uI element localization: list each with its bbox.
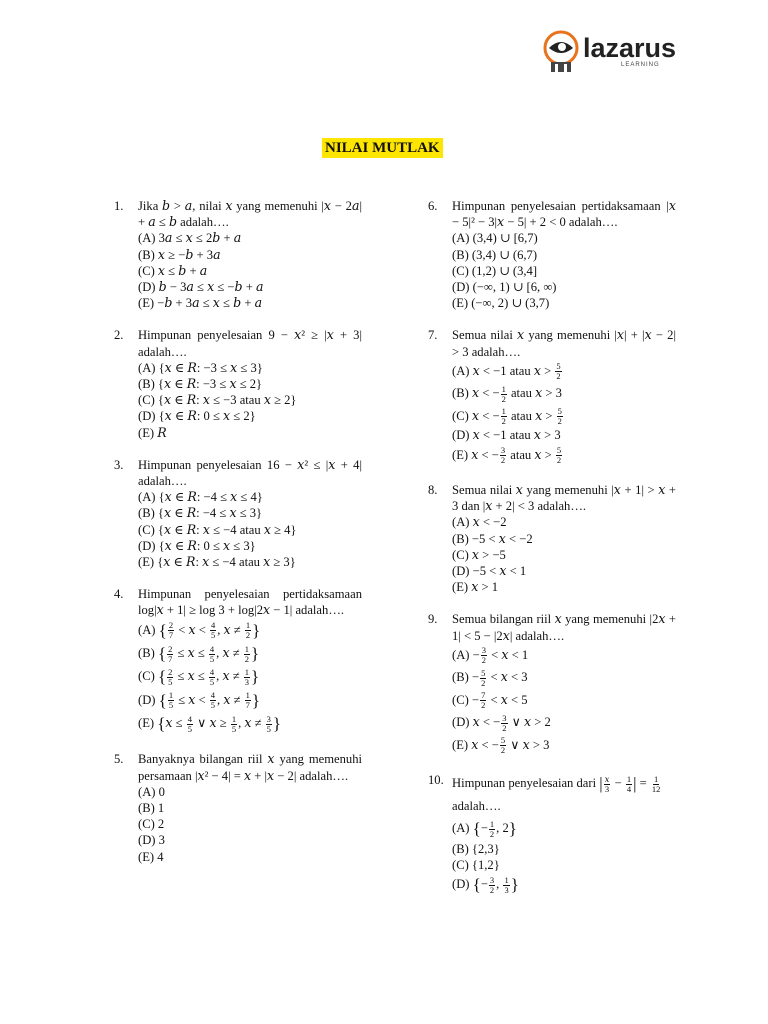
question-stem [452, 772, 676, 817]
expr-part: − [471, 692, 480, 707]
expr-part: , 2 [496, 821, 509, 836]
option-d: (D) (−∞, 1) ∪ [6, ∞) [452, 280, 557, 295]
numerator: 4 [210, 620, 216, 631]
fraction [244, 645, 250, 664]
brace-open: { [157, 713, 166, 733]
brace-open: { [157, 643, 167, 663]
numerator: 1 [168, 690, 174, 701]
expr-part: , 𝑥 ≠ [216, 669, 243, 684]
expr-part: , 𝑥 ≠ [217, 622, 244, 637]
numerator: 4 [209, 667, 215, 677]
denominator: 7 [245, 700, 250, 711]
question-number: 3. [114, 457, 124, 472]
numerator: 1 [245, 620, 251, 631]
numerator: 7 [481, 690, 486, 701]
expr-part: , [496, 877, 503, 892]
option-d [452, 711, 676, 734]
numerator: 1 [654, 773, 659, 784]
question-8 [428, 482, 676, 595]
denominator: 2 [481, 655, 486, 666]
denominator: 2 [245, 630, 251, 641]
expr-part: 𝑥 < − [471, 386, 500, 401]
denominator: 12 [651, 783, 661, 794]
fraction [481, 646, 487, 665]
option-label: (A) [138, 622, 156, 637]
option-b [452, 382, 676, 405]
option-b: (B) 1 [138, 801, 165, 816]
brace-open: { [158, 690, 167, 710]
numerator: 5 [556, 445, 562, 456]
denominator: 2 [556, 371, 561, 382]
denominator: 5 [210, 700, 216, 711]
expr-part: ∨ 𝑥 ≥ [193, 716, 230, 731]
fraction [168, 691, 174, 710]
denominator: 2 [500, 455, 506, 466]
denominator: 2 [501, 393, 506, 404]
expr-part: 𝑥 < −1 atau 𝑥 > 3 [472, 428, 561, 443]
fraction [245, 691, 251, 710]
numerator: 2 [168, 667, 173, 677]
question-3 [114, 457, 362, 570]
question-5 [114, 751, 362, 864]
denominator: 7 [168, 653, 173, 664]
expr-part: atau 𝑥 > [507, 408, 556, 423]
expr-part: atau 𝑥 > [507, 447, 555, 462]
denominator: 5 [209, 677, 215, 687]
fraction [555, 362, 561, 381]
fraction [244, 668, 250, 687]
option-d: (D) {𝑥 ∈ 𝑅: 0 ≤ 𝑥 ≤ 2} [138, 409, 256, 424]
denominator: 3 [244, 677, 250, 687]
denominator: 2 [501, 416, 506, 427]
option-d [138, 689, 362, 712]
option-b: (B) {𝑥 ∈ 𝑅: −4 ≤ 𝑥 ≤ 3} [138, 506, 263, 521]
option-label: (E) [452, 737, 469, 752]
brand-name: lazarus [583, 33, 677, 63]
q9-options [452, 644, 676, 757]
numerator: 1 [501, 383, 506, 394]
fraction [480, 691, 486, 710]
brace-close: } [252, 620, 261, 640]
numerator: 5 [557, 406, 562, 417]
brand-logo [541, 30, 681, 78]
option-c [452, 405, 676, 428]
numerator: 5 [556, 361, 561, 372]
denominator: 3 [604, 783, 610, 794]
brand-sub: LEARNING [621, 62, 660, 68]
expr-part: 𝑥 < − [472, 715, 501, 730]
option-d: (D) −5 < 𝑥 < 1 [452, 564, 527, 579]
option-a [452, 644, 676, 667]
expr-part: 𝑥 < − [471, 737, 499, 752]
expr-part: ≤ 𝑥 ≤ [174, 669, 208, 684]
denominator: 5 [210, 630, 216, 641]
numerator: 3 [481, 645, 486, 656]
expr-part: ≤ 𝑥 < [175, 692, 209, 707]
question-stem: Himpunan penyelesaian 16 − 𝑥² ≤ |𝑥 + 4| adalah…. [138, 457, 362, 489]
question-6 [428, 198, 676, 311]
expr-part: ∨ 𝑥 > 3 [507, 737, 550, 752]
option-label: (D) [452, 715, 470, 730]
option-a: (A) 𝑥 < −2 [452, 515, 507, 530]
expr-part: , 𝑥 ≠ [238, 716, 265, 731]
expr-part: 𝑥 < − [471, 447, 499, 462]
question-stem: Semua nilai 𝑥 yang memenuhi |𝑥| + |𝑥 − 2| > 3 adalah…. [452, 328, 676, 359]
expr-part: − [472, 647, 480, 662]
brace-close: } [251, 667, 260, 687]
option-a: (A) {𝑥 ∈ 𝑅: −3 ≤ 𝑥 ≤ 3} [138, 360, 263, 375]
question-stem: Himpunan penyelesaian pertidaksamaan |𝑥 − 5|² − 3|𝑥 − 5| + 2 < 0 adalah…. [452, 199, 676, 230]
question-9 [428, 611, 676, 756]
expr-part: − [471, 670, 480, 685]
option-e [452, 444, 676, 467]
numerator: 1 [244, 667, 250, 677]
option-label: (E) [452, 447, 469, 462]
option-label: (B) [452, 670, 469, 685]
numerator: 5 [500, 735, 506, 746]
denominator: 2 [481, 700, 486, 711]
denominator: 2 [481, 677, 486, 688]
denominator: 4 [626, 783, 632, 794]
option-b: (B) −5 < 𝑥 < −2 [452, 531, 533, 546]
numerator: 5 [481, 667, 486, 678]
question-number: 2. [114, 328, 124, 343]
denominator: 2 [489, 829, 495, 840]
option-d: (D) 𝑏 − 3𝑎 ≤ 𝑥 ≤ −𝑏 + 𝑎 [138, 280, 264, 295]
stem-text: Himpunan penyelesaian dari [452, 776, 597, 791]
numerator: 3 [489, 874, 495, 885]
fraction [209, 645, 215, 664]
option-a [138, 619, 362, 642]
fraction [500, 736, 506, 755]
option-b: (B) {𝑥 ∈ 𝑅: −3 ≤ 𝑥 ≤ 2} [138, 377, 263, 392]
numerator: 1 [245, 690, 250, 701]
denominator: 3 [504, 884, 509, 895]
numerator: 3 [500, 445, 506, 456]
fraction [480, 669, 486, 688]
option-c [138, 665, 362, 688]
question-stem: Semua bilangan riil 𝑥 yang memenuhi |2𝑥 + 1| < 5 − |2𝑥| adalah…. [452, 612, 676, 643]
option-e: (E) 𝑅 [138, 425, 167, 440]
page-title: NILAI MUTLAK [322, 138, 443, 158]
fraction [168, 621, 174, 640]
numerator: 1 [504, 874, 509, 885]
denominator: 5 [266, 723, 271, 734]
question-4 [114, 586, 362, 735]
question-number: 7. [428, 328, 438, 343]
numerator: 4 [209, 643, 215, 654]
option-e [452, 734, 676, 757]
numerator: 1 [489, 819, 495, 830]
denominator: 2 [489, 884, 495, 895]
fraction [501, 385, 507, 404]
fraction [167, 668, 173, 687]
denominator: 5 [231, 723, 237, 734]
option-e [138, 712, 362, 735]
option-c: (C) {𝑥 ∈ 𝑅: 𝑥 ≤ −3 atau 𝑥 ≥ 2} [138, 393, 297, 408]
fraction [231, 715, 237, 734]
q7-options [452, 360, 676, 466]
option-c: (C) 𝑥 > −5 [452, 547, 506, 562]
question-number: 10. [428, 773, 444, 788]
expr-part: < 𝑥 < [175, 622, 209, 637]
stem-text: adalah…. [452, 799, 501, 814]
option-c: (C) (1,2) ∪ (3,4] [452, 263, 538, 278]
numerator: 3 [502, 712, 507, 723]
brace-open: { [158, 620, 167, 640]
question-7 [428, 327, 676, 466]
right-column [428, 198, 676, 913]
numerator: 1 [231, 713, 237, 724]
expr-part: = [636, 776, 650, 791]
question-2 [114, 327, 362, 440]
option-label: (A) [452, 821, 470, 836]
option-b: (B) 𝑥 ≥ −𝑏 + 3𝑎 [138, 247, 221, 262]
option-a: (A) {− $\frac{1}{2}$ , 2} [452, 819, 517, 840]
option-label: (C) [452, 408, 469, 423]
fraction [266, 715, 272, 734]
brace-close: } [272, 713, 282, 733]
q4-options [138, 619, 362, 712]
question-number: 9. [428, 612, 438, 627]
question-stem: Himpunan penyelesaian pertidaksamaan log|𝑥 + 1| ≥ log 3 + log|2𝑥 − 1| adalah…. [138, 587, 362, 618]
question-number: 5. [114, 752, 124, 767]
fraction [245, 621, 251, 640]
expr-part: − [611, 776, 625, 791]
expr-part: − [480, 877, 488, 892]
option-label: (E) [138, 716, 155, 731]
option-c [452, 689, 676, 712]
option-label: (B) [452, 386, 469, 401]
option-e: (E) 𝑥 > 1 [452, 580, 499, 595]
numerator: 4 [187, 713, 192, 724]
option-b: (B) (3,4) ∪ (6,7) [452, 247, 538, 262]
question-number: 4. [114, 587, 124, 602]
expr-part: 𝑥 < − [471, 408, 500, 423]
option-d [452, 427, 676, 443]
question-number: 1. [114, 199, 124, 213]
option-label: (B) [138, 646, 155, 661]
expr-part: < 𝑥 < 1 [488, 647, 529, 662]
numerator: 1 [501, 406, 506, 417]
option-d: (D) {− $\frac{3}{2}$ , $\frac{1}{3}$ } [452, 874, 519, 895]
option-c: (C) {𝑥 ∈ 𝑅: 𝑥 ≤ −4 atau 𝑥 ≥ 4} [138, 522, 297, 537]
fraction [210, 691, 216, 710]
denominator: 5 [168, 700, 174, 711]
option-a: (A) {𝑥 ∈ 𝑅: −4 ≤ 𝑥 ≤ 4} [138, 490, 263, 505]
expr-part: < 𝑥 < 3 [487, 670, 528, 685]
option-label: (D) [138, 692, 156, 707]
option-b [138, 642, 362, 665]
lazarus-logo-icon [541, 30, 581, 76]
expr-part: , 𝑥 ≠ [216, 646, 243, 661]
denominator: 2 [500, 745, 506, 756]
fraction [167, 645, 173, 664]
fraction [500, 446, 506, 465]
fraction [556, 446, 562, 465]
expr-part: − [480, 821, 488, 836]
option-d: (D) 3 [138, 833, 165, 848]
option-d: (D) {𝑥 ∈ 𝑅: 0 ≤ 𝑥 ≤ 3} [138, 538, 256, 553]
option-c: (C) 2 [138, 817, 165, 832]
fraction [501, 714, 507, 733]
denominator: 2 [502, 722, 507, 733]
option-label: (A) [452, 363, 470, 378]
option-a: (A) 0 [138, 784, 165, 799]
option-e: (E) {𝑥 ∈ 𝑅: 𝑥 ≤ −4 atau 𝑥 ≥ 3} [138, 555, 296, 570]
question-stem: Jika 𝑏 > 𝑎, nilai 𝑥 yang memenuhi |𝑥 − 2𝑎| + 𝑎 ≤ 𝑏 adalah…. [138, 199, 362, 230]
fraction [187, 715, 193, 734]
option-c: (C) {1,2} [452, 858, 500, 873]
expr-part: < 𝑥 < 5 [487, 692, 528, 707]
expr-part: 𝑥 < −1 atau 𝑥 > [472, 363, 555, 378]
question-stem: Banyaknya bilangan riil 𝑥 yang memenuhi persamaan |𝑥² − 4| = 𝑥 + |𝑥 − 2| adalah…. [138, 752, 362, 783]
brace-close: } [251, 643, 260, 663]
numerator: 1 [626, 773, 632, 784]
option-label: (A) [452, 647, 470, 662]
question-stem: Himpunan penyelesaian 9 − 𝑥² ≥ |𝑥 + 3| adalah…. [138, 328, 362, 359]
numerator: 3 [266, 713, 271, 724]
fraction [210, 621, 216, 640]
question-number: 6. [428, 199, 438, 213]
numerator: 𝑥 [604, 773, 610, 784]
denominator: 5 [187, 723, 192, 734]
denominator: 5 [168, 677, 173, 687]
denominator: 7 [168, 630, 174, 641]
numerator: 4 [210, 690, 216, 701]
question-10 [428, 772, 676, 896]
question-1 [114, 198, 362, 311]
option-label: (C) [452, 692, 469, 707]
numerator: 2 [168, 643, 173, 654]
expr-part: atau 𝑥 > 3 [507, 386, 562, 401]
option-label: (D) [452, 428, 470, 443]
brace-open: { [157, 667, 167, 687]
expr-part: 𝑥 ≤ [165, 716, 186, 731]
option-b: (B) {2,3} [452, 841, 500, 856]
denominator: 2 [556, 455, 562, 466]
brace-close: } [251, 690, 261, 710]
question-number: 8. [428, 483, 438, 498]
option-b [452, 666, 676, 689]
numerator: 2 [168, 620, 174, 631]
option-e: (E) −𝑏 + 3𝑎 ≤ 𝑥 ≤ 𝑏 + 𝑎 [138, 296, 263, 311]
expr-part: , 𝑥 ≠ [217, 692, 244, 707]
option-label: (D) [452, 877, 470, 892]
left-column [114, 198, 362, 881]
option-c: (C) 𝑥 ≤ 𝑏 + 𝑎 [138, 263, 208, 278]
fraction [501, 407, 507, 426]
fraction [209, 668, 215, 687]
fraction [557, 407, 563, 426]
denominator: 2 [557, 416, 562, 427]
option-a: (A) (3,4) ∪ [6,7) [452, 231, 538, 246]
denominator: 2 [244, 653, 250, 664]
option-a [452, 360, 676, 383]
option-e: (E) (−∞, 2) ∪ (3,7) [452, 296, 550, 311]
expr-part: ∨ 𝑥 > 2 [508, 715, 551, 730]
expr-part: ≤ 𝑥 ≤ [174, 646, 208, 661]
option-e: (E) 4 [138, 849, 164, 864]
option-a: (A) 3𝑎 ≤ 𝑥 ≤ 2𝑏 + 𝑎 [138, 231, 242, 246]
question-stem: Semua nilai 𝑥 yang memenuhi |𝑥 + 1| > 𝑥 + 3 dan |𝑥 + 2| < 3 adalah…. [452, 483, 676, 514]
option-label: (C) [138, 669, 155, 684]
numerator: 1 [244, 643, 250, 654]
denominator: 5 [209, 653, 215, 664]
abs-expression: | 𝑥 3 − $\frac{1}{4}$ | = $\frac{1}{12}$ [599, 773, 661, 794]
